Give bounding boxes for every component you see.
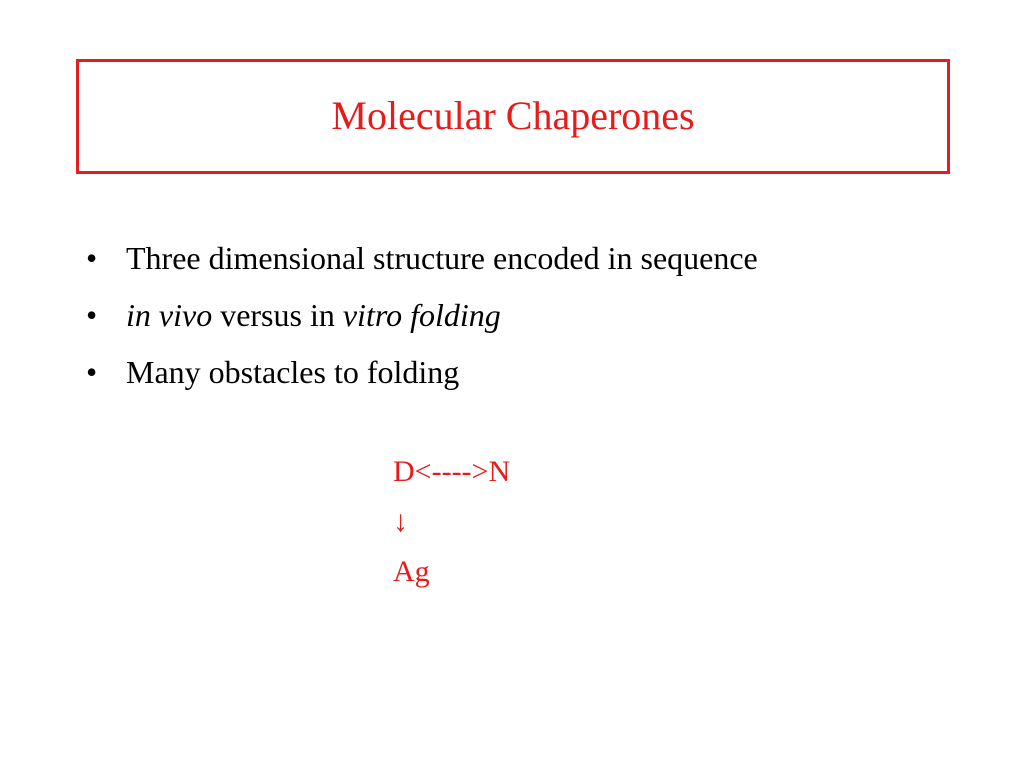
bullet-dot-icon: • [86,240,98,276]
bullet-item-obstacles [86,344,758,401]
slide-title: Molecular Chaperones [331,92,695,138]
bullet-text-italic-in-vivo: in vivo [126,297,213,333]
reaction-equilibrium: D<---->N [393,455,511,488]
bullet-dot-icon: • [86,297,98,333]
bullet-item-structure [86,230,758,287]
reaction-aggregate: Ag [393,555,430,588]
bullet-text: Three dimensional structure encoded in sequence [126,240,758,276]
bullet-text-versus: versus in [212,297,343,333]
title-box [76,59,950,174]
folding-reaction-scheme [393,447,510,597]
bullet-item-folding [86,287,758,344]
bullet-text: Many obstacles to folding [126,354,460,390]
bullet-dot-icon: • [86,354,98,390]
bullet-list [86,230,758,401]
down-arrow-icon: ↓ [393,505,408,538]
bullet-text-italic-vitro: vitro folding [342,297,501,333]
